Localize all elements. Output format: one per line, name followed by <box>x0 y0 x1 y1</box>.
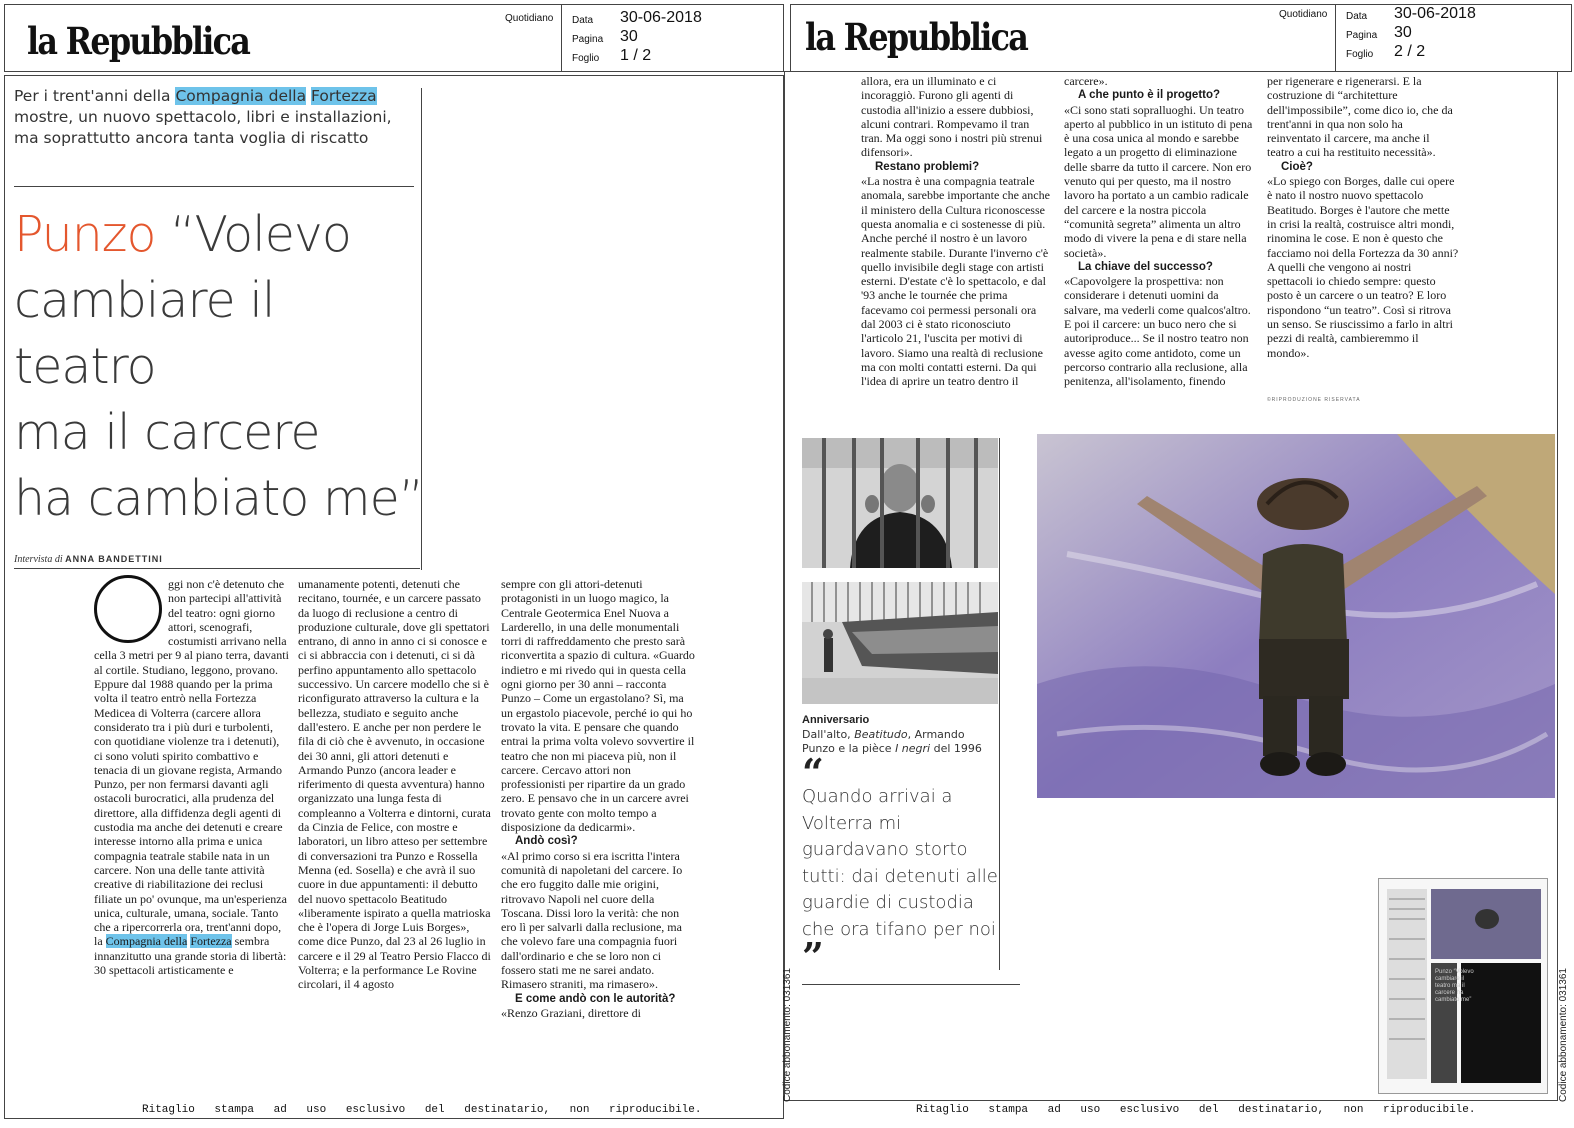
highlight-2: Fortezza <box>311 87 377 105</box>
p2col1-text: allora, era un illuminato e ci incoraggiò. Furono gli agenti di custodia all'inizio a essere dubbiosi, alcuni contrari. Rompevamo il tran tran. Ma oggi sono i nostri più strenui difensori». <box>861 74 1043 160</box>
photo-punzo <box>802 438 998 568</box>
subtitle <box>14 86 409 149</box>
interview-question: Cioè? <box>1281 160 1313 173</box>
foglio-label: Foglio <box>572 53 600 64</box>
divider <box>802 984 1020 985</box>
caption-title: Anniversario <box>802 714 870 726</box>
p2-column-1 <box>861 74 1053 389</box>
caption-text: Dall'alto, <box>802 728 855 741</box>
page-thumbnail <box>1378 878 1548 1094</box>
interview-question: Restano problemi? <box>875 160 980 173</box>
p2col1-answer: «La nostra è una compagnia teatrale anomala, sarebbe importante che anche il ministero della Cultura riconoscesse questa anomalia e ci sostenesse di più. Anche perché il nostro è un lavoro realmente stabile. Durante l'inverno c'è quello invisibile degli stage con artisti esterni. D'estate c'è lo spettacolo, e dal '93 anche le tournée che prima facevamo coi permessi personali ora dal 2003 ci è stato riconosciuto l'articolo 21, l'uscita per motivi di lavoro. Siamo una realtà di reclusione ma con molti contatti esterni. Da qui l'idea di aprire un teatro dentro il <box>861 174 1050 389</box>
date-value: 30-06-2018 <box>620 9 702 26</box>
newspaper-logo: la Repubblica <box>27 19 250 63</box>
byline-author: ANNA BANDETTINI <box>65 554 163 564</box>
caption-work: Beatitudo <box>854 728 908 741</box>
publication-type: Quotidiano <box>505 13 554 24</box>
highlight-3: Compagnia della <box>105 934 188 949</box>
footer-note: Ritaglio stampa ad uso esclusivo del destinatario, non riproducibile. <box>916 1104 1476 1116</box>
p2col3-text: per rigenerare e rigenerarsi. E la costruzione di “architetture dell'impossibile”, come dico io, che da trent'anni in qua non solo ha reinventato il carcere, ma anche il teatro a cui ha restituito necessità». <box>1267 74 1453 160</box>
page-header <box>790 4 1572 72</box>
date-value: 30-06-2018 <box>1394 5 1476 22</box>
page-1 <box>0 0 786 1128</box>
photo-i-negri <box>802 582 998 704</box>
interview-question: E come andò con le autorità? <box>515 992 676 1005</box>
data-label: Data <box>572 15 594 26</box>
col1-text: ggi non c'è detenuto che non partecipi all'attività del teatro: ogni giorno attori, scenografi, costumisti arrivano nella cella 3 metri per 9 al piano terra, davanti al cortile. Studiano, leggono, provano. Eppure dal 1988 quando per la prima volta il teatro entrò nella Fortezza Medicea di Volterra (carcere allora considerato tra i più duri e turbolenti, con quotidiane violenze tra i detenuti), ci sono voluti spirito combattivo e tenacia di un giovane regista, Armando Punzo, per non fermarsi davanti agli ostacoli burocratici, alla prudenza del direttore, alla diffidenza degli agenti di custodia ma anche dei detenuti e creare interesse intorno alla prima e unica compagnia teatrale stabile nata in un carcere. Non una delle tante attività creative di riabilitazione dei reclusi filiate un po' ovunque, ma un'esperienza unica, culturale, umana, sociale. Tanto che a ripercorrerla ora, trent'anni dopo, la <box>94 577 289 949</box>
caption-text: , Armando Punzo e la pièce <box>802 728 965 755</box>
subtitle-pre: Per i trent'anni della <box>14 87 176 105</box>
pagina-label: Pagina <box>572 34 604 45</box>
p2col3-answer: «Lo spiego con Borges, dalle cui opere è nato il nostro nuovo spettacolo Beatitudo. Borges è l'autore che mette in crisi la realtà, costruisce altri mondi, rinomina le cose. E non è questo che facciamo noi della Fortezza da 30 anni? A quelli che vengono ai nostri spettacoli io chiedo sempre: questo posto è un carcere o un teatro? E loro rispondono “un teatro”. Così si ritrova un senso. Se riuscissimo a farlo in altri pezzi di realtà, cambieremmo il mondo». <box>1267 174 1459 360</box>
divider <box>14 186 414 187</box>
pagina-label: Pagina <box>1346 30 1378 41</box>
interview-question: A che punto è il progetto? <box>1078 89 1221 102</box>
byline <box>14 554 163 565</box>
article-column-1 <box>94 577 290 977</box>
col2-text: umanamente potenti, detenuti che recitano, tournée, e un carcere passato da luogo di reclusione a centro di produzione culturale, dove gli spettatori entrano, di anno in anno ci si conosce e ci si abbraccia con i detenuti, ci si dà perfino appuntamento allo spettacolo successivo. Un carcere modello che si è riconfigurato attraverso la cultura e la bellezza, studiato e seguito anche dall'estero. E anche per non perdere le fila di ciò che è avvenuto, in occasione dei 30 anni, gli attori detenuti e Armando Punzo (ancora leader e riferimento di questa avventura) hanno organizzato una lunga festa di compleanno a Volterra e dintorni, curata da Cinzia de Felice, con mostre e laboratori, un libro atteso per settembre di conversazioni tra Punzo e Rossella Menna (ed. Sosella) e che avrà il suo cuore in due appuntamenti: il debutto del nuovo spettacolo Beatitudo «liberamente ispirato a quella matrioska che è l'opera di Jorge Luis Borges», come dice Punzo, dal 23 al 26 luglio in carcere e il 29 al Teatro Persio Flacco di Volterra; e la performance Le Rovine circolari, il 4 agosto <box>298 577 491 992</box>
divider <box>14 568 420 569</box>
i-negri-image <box>802 582 998 704</box>
headline-line: “Volevo <box>170 206 351 263</box>
headline-name: Punzo <box>14 206 156 263</box>
meta-box <box>1335 5 1561 71</box>
p2col2-answer: «Capovolgere la prospettiva: non considerare i detenuti uomini da salvare, ma vederli come qualcos'altro. E poi il carcere: un buco nero che si autoriproduce... Se il nostro teatro non avesse agito come antidoto, come un percorso contrario alla reclusione, alla penitenza, all'isolamento, finendo <box>1064 274 1251 389</box>
headline-line: ma il carcere <box>14 404 320 461</box>
beatitudo-image <box>1037 434 1555 798</box>
footer-note: Ritaglio stampa ad uso esclusivo del destinatario, non riproducibile. <box>142 1104 702 1116</box>
caption-work: I negri <box>895 742 931 755</box>
p2col2-text: carcere». <box>1064 74 1108 88</box>
quote-close-icon: ” <box>802 934 824 979</box>
col3-answer: «Renzo Graziani, direttore di <box>501 1005 641 1020</box>
caption-text: del 1996 <box>930 742 982 755</box>
col3-answer: «Al primo corso si era iscritta l'intera comunità di napoletani del carcere. Io che ero fuggito dalle mie origini, ritrovavo Napoli nel cuore della Toscana. Dissi loro la verità: che non ero lì per salvarli dalla reclusione, ma che volevo fare una compagnia fuori dall'ordinario e che se loro non ci fossero stati me ne sarei andato. Rimasero straniti, ma rimasero». <box>501 848 683 992</box>
foglio-label: Foglio <box>1346 49 1374 60</box>
subtitle-post: mostre, un nuovo spettacolo, libri e installazioni, ma soprattutto ancora tanta voglia di riscatto <box>14 108 392 147</box>
article-column-2 <box>298 577 494 992</box>
p2-column-3 <box>1267 74 1459 360</box>
p2-column-2 <box>1064 74 1256 389</box>
dropcap-o <box>94 575 162 643</box>
headline-line: cambiare il teatro <box>14 272 275 395</box>
sheet-value: 2 / 2 <box>1394 43 1426 60</box>
p2col2-answer: «Ci sono stati sopralluoghi. Un teatro aperto al pubblico in un istituto di pena è una cosa unica al mondo e sarebbe legato a un progetto di eliminazione delle sbarre da tutto il carcere. Non ero venuto qui per questo, ma il nostro lavoro ha portato a un cambio radicale del carcere e la nostra piccola “comunità segreta” alimenta un altro modo di vivere la pena e di stare nella società». <box>1064 102 1253 260</box>
highlight-4: Fortezza <box>190 934 232 949</box>
quote-open-icon: “ <box>802 750 824 795</box>
copyright-note: ©RIPRODUZIONE RISERVATA <box>1267 397 1361 403</box>
interview-question: Andò così? <box>515 835 578 848</box>
byline-pre: Intervista di <box>14 554 63 565</box>
col3-text: sempre con gli attori-detenuti protagonisti in un luogo magico, la Centrale Geotermica Enel Nuova a Larderello, in una delle monumentali torri di raffreddamento che presto sarà riconvertita a spazio di cultura. «Guardo indietro e mi rivedo qui in questa cella ogni giorno per 30 anni – racconta Punzo – Come un ergastolano? Sì, ma un ergastolo piacevole, perché io qui ho trovato la vita. E pensare che quando entrai la prima volta volevo sovvertire il teatro che non mi piaceva più, non il carcere. Cercavo attori non professionisti per ripartire da un grado zero. E pensavo che in un carcere avrei trovato gente con molto tempo a disposizione da dedicarmi». <box>501 577 695 835</box>
thumbnail-headline: Punzo “Volevo cambiare il teatro ma il carcere ha cambiato me” <box>1435 969 1474 1003</box>
sheet-value: 1 / 2 <box>620 47 652 64</box>
page-value: 30 <box>620 28 638 45</box>
page-value: 30 <box>1394 24 1412 41</box>
interview-question: La chiave del successo? <box>1078 260 1213 273</box>
highlight-1: Compagnia della <box>175 87 307 105</box>
page-header <box>4 4 784 72</box>
caption <box>802 728 992 756</box>
punzo-bars-image <box>802 438 998 568</box>
col1-text-end: sembra innanzitutto una grande storia di libertà: 30 spettacoli artisticamente e <box>94 934 287 978</box>
divider <box>999 438 1000 970</box>
headline <box>14 202 424 532</box>
subscription-code: Codice abbonamento: 031361 <box>782 968 793 1102</box>
article-column-3 <box>501 577 697 1020</box>
subscription-code: Codice abbonamento: 031361 <box>1558 968 1569 1102</box>
data-label: Data <box>1346 11 1368 22</box>
newspaper-logo: la Repubblica <box>805 15 1028 59</box>
meta-box <box>561 5 785 71</box>
headline-line: ha cambiato me” <box>14 470 424 527</box>
page-2 <box>782 0 1574 1128</box>
photo-beatitudo <box>1037 434 1555 798</box>
publication-type: Quotidiano <box>1279 9 1328 20</box>
pull-quote: Quando arrivai a Volterra mi guardavano storto tutti: dai detenuti alle guardie di custodia che ora tifano per noi <box>802 786 998 940</box>
